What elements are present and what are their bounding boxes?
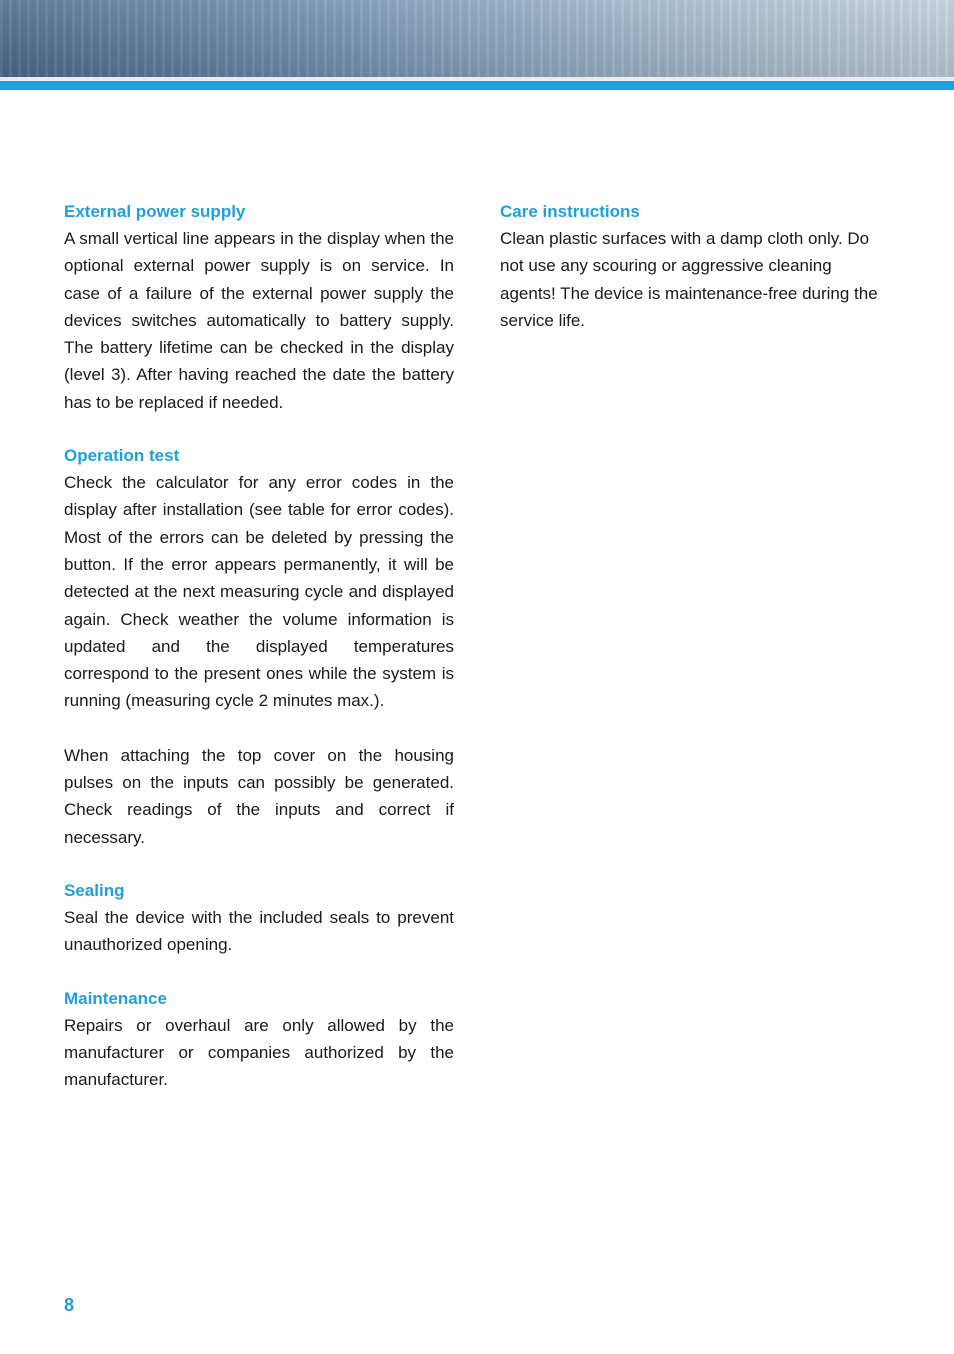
section-heading: Operation test (64, 446, 180, 466)
section-heading: External power supply (64, 202, 246, 221)
section-paragraph: Clean plastic surfaces with a damp cloth only. Do not use any scouring or aggressive cleaning agents! The device is maintenance-free during the service life. (500, 229, 878, 330)
section-external-power-supply (64, 199, 454, 416)
section-paragraph: When attaching the top cover on the housing pulses on the inputs can possibly be generated. Check readings of the inputs and correct if necessary. (64, 745, 454, 847)
header-banner-image (0, 0, 954, 77)
right-column (500, 199, 890, 361)
page-number: 8 (64, 1295, 75, 1315)
section-paragraph: A small vertical line appears in the display when the optional external power supply is on service. In case of a failure of the external power supply the devices switches automatically to battery supply. The battery lifetime can be checked in the display (level 3). After having reached the date the battery has to be replaced if needed. (64, 229, 454, 412)
section-operation-test (64, 443, 454, 851)
section-sealing (64, 878, 454, 959)
section-heading: Maintenance (64, 988, 167, 1008)
section-care-instructions (500, 199, 890, 334)
left-column (64, 199, 454, 1120)
section-paragraph: Repairs or overhaul are only allowed by the manufacturer or companies authorized by the manufacturer. (64, 1015, 454, 1090)
section-paragraph: Seal the device with the included seals to prevent unauthorized opening. (64, 907, 454, 955)
section-maintenance (64, 986, 454, 1094)
section-paragraph: Check the calculator for any error codes in the display after installation (see table for error codes). Most of the errors can be deleted by pressing the button. If the error appears permanently, it will be detected at the next measuring cycle and displayed again. Check weather the volume information is updated and the displayed temperatures correspond to the present ones while the system is running (measuring cycle 2 minutes max.). (64, 473, 454, 711)
header-accent-stripe (0, 81, 954, 90)
section-heading: Sealing (64, 880, 125, 900)
section-heading: Care instructions (500, 202, 640, 221)
